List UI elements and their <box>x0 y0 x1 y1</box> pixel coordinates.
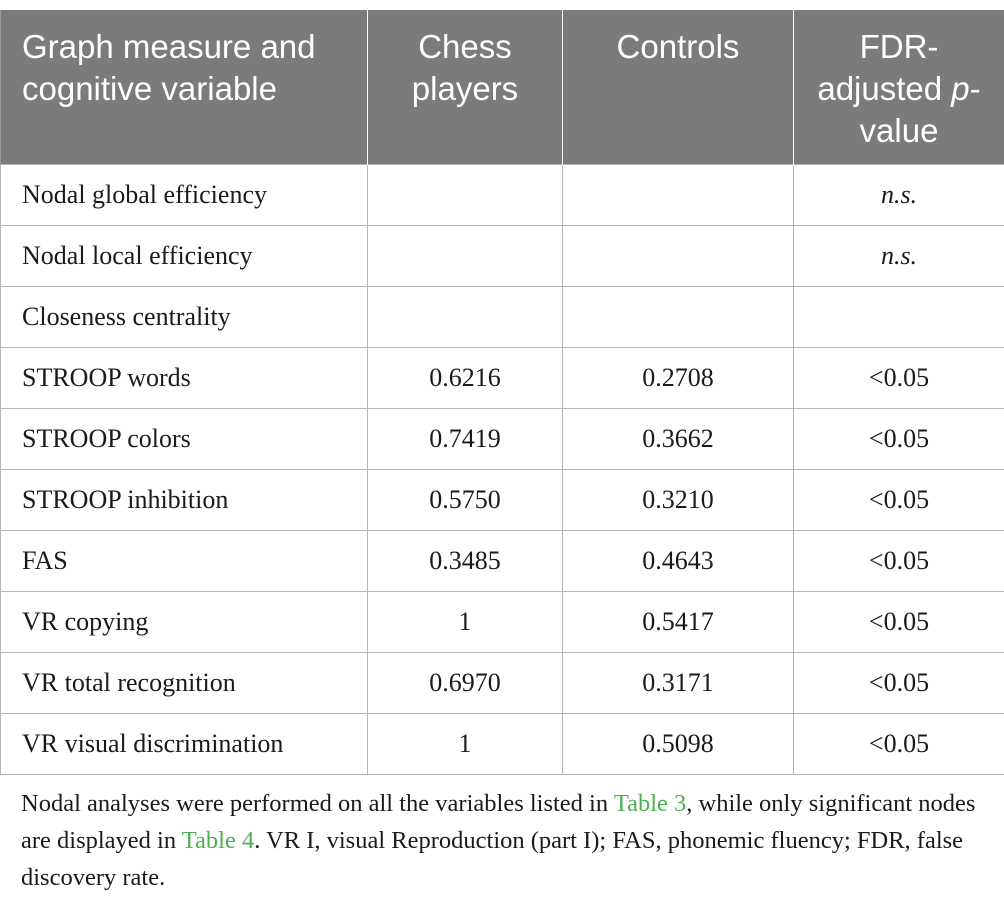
chess-players-value: 1 <box>368 592 563 653</box>
table-header <box>1 10 1004 165</box>
controls-value: 0.3210 <box>563 470 794 531</box>
controls-value <box>563 165 794 226</box>
chess-players-value: 0.6970 <box>368 653 563 714</box>
controls-value: 0.5098 <box>563 714 794 775</box>
header-chess-players: Chess players <box>368 10 563 165</box>
table-row <box>1 226 1004 287</box>
header-p-italic: p <box>951 70 970 107</box>
chess-players-value: 0.5750 <box>368 470 563 531</box>
fdr-p-value <box>794 287 1004 348</box>
chess-players-value: 1 <box>368 714 563 775</box>
table-row <box>1 409 1004 470</box>
chess-players-value: 0.6216 <box>368 348 563 409</box>
table-row <box>1 165 1004 226</box>
row-label: STROOP colors <box>1 409 368 470</box>
footnote-text-1: Nodal analyses were performed on all the variables listed in <box>21 790 614 817</box>
row-label: FAS <box>1 531 368 592</box>
row-label: Closeness centrality <box>1 287 368 348</box>
fdr-p-value: <0.05 <box>794 653 1004 714</box>
row-label: VR visual discrimination <box>1 714 368 775</box>
row-label: Nodal local efficiency <box>1 226 368 287</box>
fdr-p-value: n.s. <box>794 165 1004 226</box>
table-footnote <box>21 785 991 896</box>
row-label: STROOP inhibition <box>1 470 368 531</box>
chess-players-value <box>368 287 563 348</box>
controls-value: 0.5417 <box>563 592 794 653</box>
fdr-p-value: n.s. <box>794 226 1004 287</box>
table-row <box>1 653 1004 714</box>
table-body <box>1 165 1004 775</box>
fdr-p-value: <0.05 <box>794 470 1004 531</box>
header-row <box>1 10 1004 165</box>
fdr-p-value: <0.05 <box>794 714 1004 775</box>
table-row <box>1 348 1004 409</box>
row-label: Nodal global efficiency <box>1 165 368 226</box>
chess-players-value <box>368 165 563 226</box>
table-row <box>1 287 1004 348</box>
header-graph-measure: Graph measure and cognitive variable <box>1 10 368 165</box>
chess-players-value: 0.3485 <box>368 531 563 592</box>
row-label: STROOP words <box>1 348 368 409</box>
header-fdr-p-value <box>794 10 1004 165</box>
header-fdr-prefix: FDR-adjusted <box>817 28 952 107</box>
footnote-text-3: . VR I, visual Reproduction (part I); FAS, phonemic fluency; FDR, false discovery rate. <box>21 827 964 891</box>
fdr-p-value: <0.05 <box>794 592 1004 653</box>
table-row <box>1 470 1004 531</box>
table-row <box>1 531 1004 592</box>
controls-value <box>563 287 794 348</box>
header-controls: Controls <box>563 10 794 165</box>
row-label: VR total recognition <box>1 653 368 714</box>
row-label: VR copying <box>1 592 368 653</box>
controls-value: 0.2708 <box>563 348 794 409</box>
table-4-link[interactable]: Table 4 <box>181 827 255 854</box>
header-fdr-suffix: -value <box>859 70 981 149</box>
fdr-p-value: <0.05 <box>794 409 1004 470</box>
chess-players-value: 0.7419 <box>368 409 563 470</box>
table-3-link[interactable]: Table 3 <box>613 790 687 817</box>
controls-value: 0.3662 <box>563 409 794 470</box>
results-table <box>0 10 1004 775</box>
footnote-text-2: , while only significant nodes are displayed in <box>21 790 976 854</box>
fdr-p-value: <0.05 <box>794 531 1004 592</box>
chess-players-value <box>368 226 563 287</box>
table-row <box>1 714 1004 775</box>
table-row <box>1 592 1004 653</box>
controls-value: 0.4643 <box>563 531 794 592</box>
controls-value <box>563 226 794 287</box>
controls-value: 0.3171 <box>563 653 794 714</box>
fdr-p-value: <0.05 <box>794 348 1004 409</box>
